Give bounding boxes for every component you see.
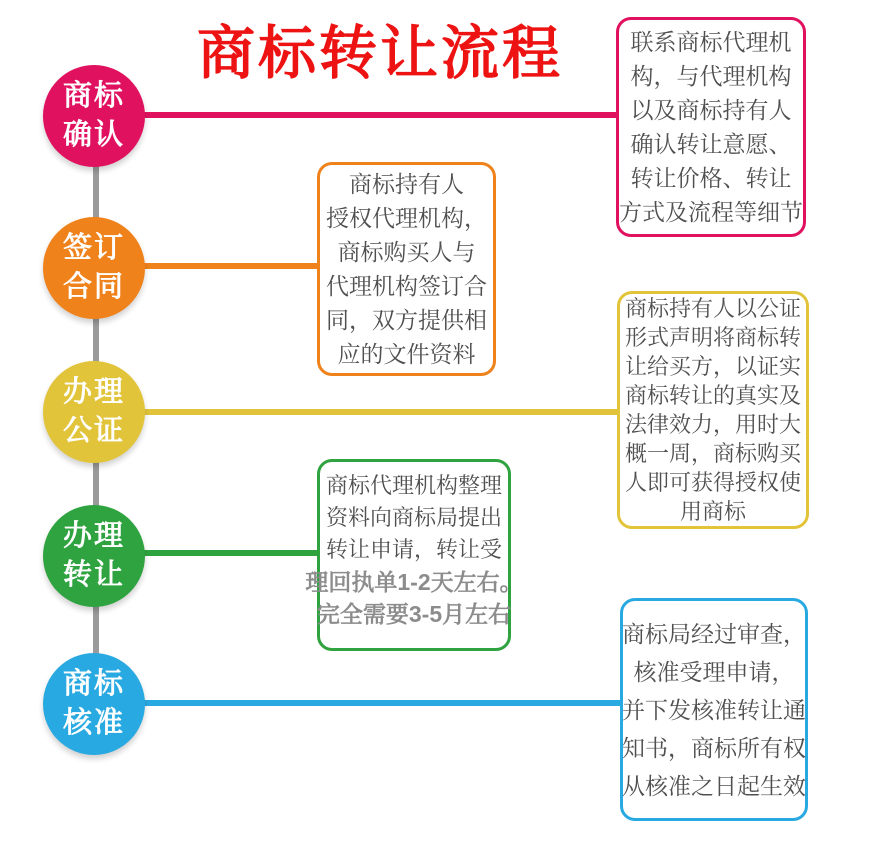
- note-line-bold: 完全需要3-5月左右: [316, 601, 512, 627]
- note-line: 并下发核准转让通: [622, 696, 806, 723]
- step-circle-trademark-confirm: [43, 65, 145, 167]
- step-label: 签订: [62, 232, 125, 264]
- note-line: 商标代理机构整理: [325, 473, 502, 498]
- step-label: 公证: [62, 415, 125, 447]
- note-line: 代理机构签订合: [326, 273, 487, 299]
- note-line: 核准受理申请，: [633, 658, 795, 685]
- note-line: 同，双方提供相: [326, 307, 487, 333]
- note-line: 商标局经过审查，: [622, 620, 806, 647]
- note-box-trademark-confirm: [616, 17, 806, 237]
- page-title: 商标转让流程: [196, 21, 563, 86]
- note-line: 转让价格、转让: [630, 165, 792, 191]
- note-line: 商标转让的真实及: [624, 383, 801, 408]
- step-circle-sign-contract: [43, 217, 145, 319]
- note-line: 商标持有人: [349, 171, 464, 197]
- note-line: 商标购买人与: [337, 239, 476, 265]
- step-circle-notarization: [43, 361, 145, 463]
- note-line: 商标持有人以公证: [624, 296, 801, 321]
- connector-line-notarization: [97, 409, 619, 415]
- note-line: 确认转让意愿、: [630, 131, 792, 157]
- note-line: 构，与代理机构: [630, 63, 792, 89]
- step-circle-transfer-handling: [43, 505, 145, 607]
- note-line: 形式声明将商标转: [624, 325, 801, 350]
- note-line: 授权代理机构，: [326, 205, 487, 231]
- note-line: 让给买方，以证实: [624, 354, 801, 379]
- note-line: 概一周，商标购买: [624, 441, 801, 466]
- connector-line-trademark-confirm: [97, 112, 618, 118]
- note-line: 人即可获得授权使: [624, 470, 801, 495]
- note-line: 转让申请，转让受: [325, 537, 502, 562]
- step-label: 商标: [62, 80, 125, 112]
- note-line: 方式及流程等细节: [619, 199, 803, 225]
- step-circle-trademark-approval: [43, 653, 145, 755]
- step-label: 确认: [62, 119, 125, 151]
- note-box-trademark-approval: [620, 598, 808, 821]
- note-line: 法律效力，用时大: [624, 412, 801, 437]
- note-line: 联系商标代理机: [630, 29, 792, 55]
- step-label: 转让: [62, 559, 125, 591]
- note-line: 以及商标持有人: [630, 97, 792, 123]
- note-line: 应的文件资料: [337, 341, 476, 367]
- note-box-sign-contract: [317, 162, 496, 376]
- note-line-bold: 理回执单1-2天左右。: [305, 569, 523, 595]
- note-box-notarization: [617, 291, 809, 529]
- connector-line-trademark-approval: [97, 700, 622, 706]
- step-label: 核准: [62, 707, 125, 739]
- note-box-transfer-handling: [305, 459, 523, 651]
- step-label: 商标: [62, 668, 125, 700]
- step-label: 办理: [62, 520, 125, 552]
- note-line: 资料向商标局提出: [325, 505, 502, 530]
- step-label: 合同: [62, 271, 125, 303]
- note-line: 用商标: [679, 499, 746, 524]
- note-line: 从核准之日起生效: [622, 772, 806, 799]
- note-line: 知书，商标所有权: [622, 734, 806, 761]
- step-label: 办理: [62, 376, 125, 408]
